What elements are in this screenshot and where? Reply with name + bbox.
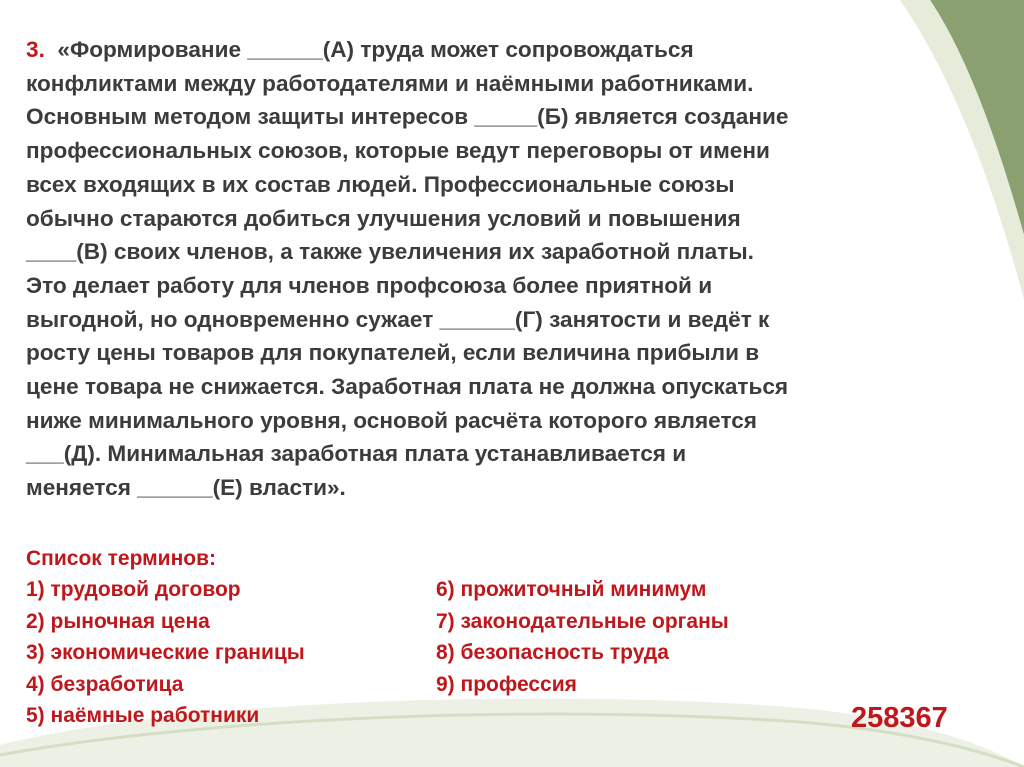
- term-item: 1) трудовой договор: [26, 578, 241, 601]
- question-line: всех входящих в их состав людей. Профессиональные союзы: [26, 171, 735, 197]
- question-line: профессиональных союзов, которые ведут переговоры от имени: [26, 138, 770, 164]
- term-item: 3) экономические границы: [26, 641, 305, 665]
- question-line: меняется ______(Е) власти».: [26, 475, 346, 501]
- term-item: 9) профессия: [436, 672, 577, 696]
- terms-list-right: [436, 574, 729, 700]
- terms-title: Список терминов:: [26, 547, 216, 570]
- question-line: конфликтами между работодателями и наёмными работниками.: [26, 70, 754, 96]
- question-line: росту цены товаров для покупателей, если величина прибыли в: [26, 340, 760, 366]
- term-item: 6) прожиточный минимум: [436, 578, 707, 601]
- question-line: обычно стараются добиться улучшения условий и повышения: [26, 205, 741, 231]
- question-line: выгодной, но одновременно сужает ______(Г) занятости и ведёт к: [26, 306, 770, 332]
- question-line: ниже минимального уровня, основой расчёта которого является: [26, 407, 757, 433]
- question-line: Это делает работу для членов профсоюза более приятной и: [26, 272, 713, 298]
- term-item: 5) наёмные работники: [26, 704, 260, 728]
- task-id: 258367: [851, 702, 948, 734]
- term-item: 4) безработица: [26, 672, 184, 696]
- term-item: 8) безопасность труда: [436, 641, 669, 665]
- term-item: 2) рыночная цена: [26, 609, 210, 633]
- question-number: 3.: [26, 37, 45, 62]
- question-line: цене товара не снижается. Заработная плата не должна опускаться: [26, 374, 789, 400]
- terms-list-left: [26, 574, 305, 732]
- question-line: «Формирование ______(А) труда может сопровождаться: [57, 37, 694, 62]
- question-line: Основным методом защиты интересов _____(Б) является создание: [26, 104, 789, 130]
- term-item: 7) законодательные органы: [436, 609, 729, 633]
- question-line: ___(Д). Минимальная заработная плата устанавливается и: [26, 441, 687, 467]
- question-line: ____(В) своих членов, а также увеличения их заработной платы.: [26, 239, 754, 265]
- question-text: [26, 33, 1001, 505]
